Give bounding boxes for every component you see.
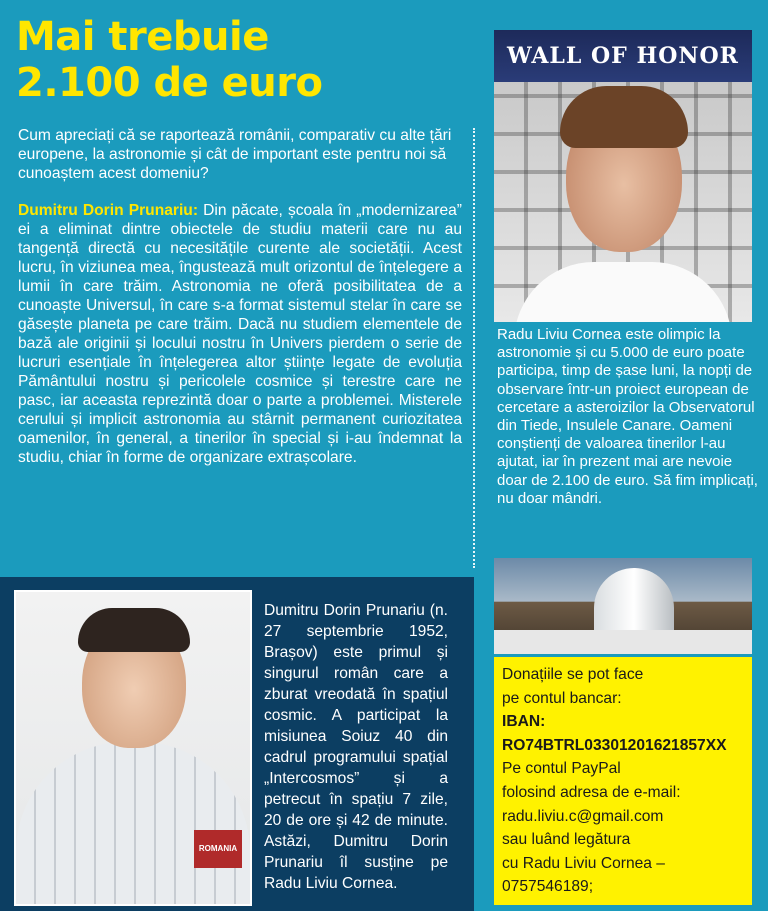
title-line-1: Mai trebuie — [16, 14, 269, 60]
wall-of-honor-sign: WALL OF HONOR — [494, 30, 752, 82]
donation-line: Pe contul PayPal — [502, 760, 621, 778]
observatory-base — [494, 630, 752, 654]
observatory-dome — [594, 568, 674, 638]
donation-line: Donațiile se pot face — [502, 666, 644, 683]
contact-phone: 0757546189; — [502, 878, 594, 896]
interview-question: Cum apreciați că se raportează românii, comparativ cu alte țări europene, la astronomie și cât de important este pentru noi să cunoaștem acest domeniu? — [18, 127, 452, 182]
interview-text — [18, 126, 462, 467]
donation-line: folosind adresa de e-mail: — [502, 783, 681, 801]
donation-box — [494, 657, 752, 905]
title-line-2: 2.100 de euro — [16, 60, 323, 106]
cosmonaut-hair — [78, 608, 190, 652]
iban-value: RO74BTRL03301201621857XX — [502, 736, 727, 754]
photo-observatory — [494, 558, 752, 654]
donation-line: sau luând legătura — [502, 831, 631, 849]
dotted-divider — [473, 128, 475, 568]
article-title — [16, 14, 456, 106]
paypal-email: radu.liviu.c@gmail.com — [502, 807, 664, 825]
answer-text: Din păcate, școala în „modernizarea” ei a eliminat dintre obiectele de studiu materii care nu au tangență directă cu necesitățile curente ale societății. Acest lucru, în viziunea mea, îngustează mult orizontul de înțelegere a lumii în care trăim. Astronomia ne oferă posibilitatea de a cunoaște Universul, în care s-a format sistemul stelar în care se găsește planeta pe care trăim. Dacă nu studiem elementele de bază ale originii și locului nostru în Univers pierdem o serie de lucruri esențiale în înțelegerea altor științe legate de evoluția Pământului nostru și pericolele cosmice și terestre care ne pasc, iar aceasta reprezintă doar o parte a problemei. Misterele cerului și implicit astronomia au stârnit permanent curiozitatea oamenilor, în general, a tinerilor în special și i-au îndemnat la studiu, chiar în forme de organizare extrașcolare. — [18, 202, 462, 466]
photo-dumitru-dorin-prunariu — [14, 590, 252, 906]
interview-answer — [18, 201, 462, 467]
photo-radu-liviu-cornea — [494, 30, 752, 322]
answer-speaker: Dumitru Dorin Prunariu: — [18, 202, 199, 219]
person-hair — [560, 86, 688, 148]
romania-flag-patch: ROMANIA — [194, 830, 242, 868]
iban-label: IBAN: — [502, 713, 546, 731]
caption-radu: Radu Liviu Cornea este olimpic la astronomie și cu 5.000 de euro poate participa, timp de șase luni, la nopți de observare într-un proiect european de cercetare a asteroizilor la Observatorul din Tiede, Insulele Canare. Oameni conștienți de valoarea tinerilor l-au ajutat, iar în prezent mai are nevoie doar de 2.100 de euro. Să fim implicați, nu doar mândri. — [497, 326, 758, 507]
donation-line: cu Radu Liviu Cornea – — [502, 854, 665, 872]
spacesuit — [16, 742, 250, 904]
donation-line: pe contul bancar: — [502, 689, 622, 707]
caption-prunariu: Dumitru Dorin Prunariu (n. 27 septembrie 1952, Brașov) este primul și singurul român care a zburat vreodată în spațiul cosmic. A participat la misiunea Soiuz 40 din cadrul programului spațial „Intercosmos” și a petrecut în spațiu 7 zile, 20 de ore și 42 de minute. Astăzi, Dumitru Dorin Prunariu îl susține pe Radu Liviu Cornea. — [264, 602, 448, 892]
